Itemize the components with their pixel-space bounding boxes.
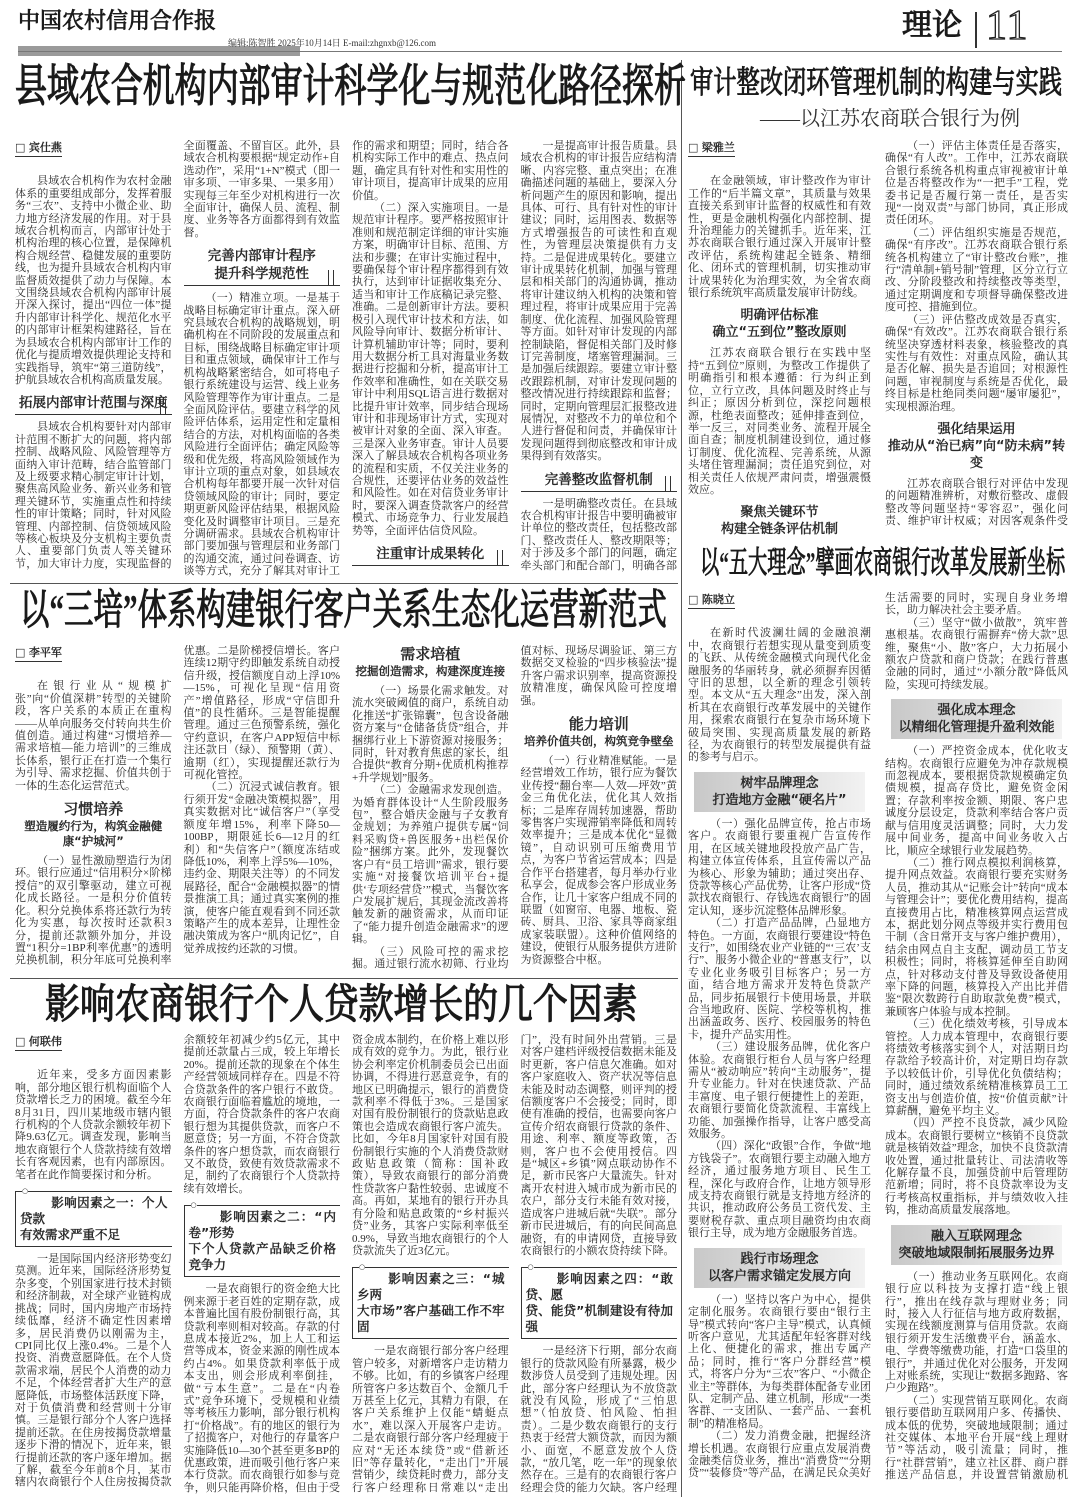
paragraph: （二）打造产品品牌，凸显地方特色。一方面，农商银行要建设“特色支行”，如围绕农业产业链的“‘三农’支行”、服务小微企业的“普惠支行”，以专业化业务吸引目标客户；另一方面，结合地方需求开发特色贷款产品，同步拓展银行卡使用场景，并联合当地政府、医院、学校等机构，推出涵盖政务、医疗、校园服务的特色卡，提升产品实用性。 xyxy=(688,917,871,1041)
section-heading xyxy=(891,1225,1062,1265)
paragraph: （二）金融需求发现创造。为婚育群体设计“人生阶段服务包”，整合婚庆金融与子女教育金规划；为养殖户提供专属“饲料采购贷+兽医服务+出栏保价险”捆绑方案。此外，发现餐饮客户有“员工培训”需求，银行要实施“对接餐饮培训平台+提供‘专项经营贷’”模式，当餐饮客户发展扩规后，其现金流改善将触发新的融资需求，从而印证了“能力提升创造金融需求”的逻辑。 xyxy=(352,784,509,946)
paragraph: （二）沉浸式诚信教育。银行须开发“金融决策模拟器”，用真实数据对比“诚信客户”（享受额度年增15%，利率下降50—100BP，期限延长6—12月的红利）和“失信客户”（额度冻结或降低10%，利率上浮5%—10%，违约金、期限关注等）的不同发展路径，配合“金融模拟器”的情景推演工具；通过真实案例的推演，使客户能直观看到不同还款策略产生的成本差异，让理性金融决策成为客户“肌肉记忆”，自觉养成按约还款的习惯。 xyxy=(183,781,340,955)
heading-line: 贷、能贷”机制建设有待加强 xyxy=(525,1303,673,1335)
newspaper-name: 中国农村信用合作报 xyxy=(18,8,217,33)
section-name: 理论 xyxy=(902,9,962,42)
article-body-county-audit xyxy=(15,140,677,578)
paragraph: （一）强化品牌宣传，抢占市场客户。农商银行要重视广告宣传作用，在区域关键地段投放产品广告，构建立体宣传体系，且宣传需以产品为核心、形象为辅助；通过突出存、贷款等核心产品优势，让客户形成“贷款找农商银行、存钱选农商银行”的固定认知，逐步沉淀整体品牌形象。 xyxy=(688,817,871,917)
heading-line: 塑造履约行为，构筑金融健康“护城河” xyxy=(24,819,163,849)
heading-line: 能力培训 xyxy=(568,715,629,734)
section-heading xyxy=(688,504,871,538)
heading-line: 完善内部审计程序 xyxy=(207,248,316,265)
heading-line: 培养价值共创，构筑竞争壁垒 xyxy=(524,734,674,749)
paragraph: （一）严控资金成本，优化收支结构。农商银行应避免为冲存款规模而忽视成本，要根据贷款规模确定负债规模，提高存贷比，避免资金闲置；存款利率按金额、期限、客户忠诚度分层设定，贷款利率结合客户贡献与信用度灵活调整；同时，大力发展中间业务，提高中间业务收入占比，顺应全球银行业发展趋势。 xyxy=(885,745,1068,857)
article-divider xyxy=(10,978,678,979)
heading-line: 确立“五到位”整改原则 xyxy=(712,325,847,341)
paragraph: （二）发力消费金融，把握经济增长机遇。农商银行应重点发展消费金融类信贷业务，推出“消费贷”“分期贷”“装修贷”等产品，在满足民众美好生活需要的同时，实现自身业务增长，助力解决社会主要矛盾。 xyxy=(688,592,1068,1480)
paragraph: （二）实现营销互联网化。农商银行要借助互联网用户多、传播快、成本低的优势，突破地域限制；通过社交媒体、本地平台开展“线上理财节”等活动，吸引流量；同时，推行“社群营销”，建立社区群、商户群推送产品信息，并设置营销激励机 xyxy=(885,1394,1068,1482)
heading-line: 构建全链条评估机制 xyxy=(720,522,838,538)
headline-three-cultivation: 以“三培”体系构建银行客户关系生态化运营新范式 xyxy=(20,588,667,634)
paragraph: （三）建设服务品牌，优化客户体验。农商银行柜台人员与客户经理需从“被动响应”转向“主动服务”，提升专业能力。针对在快速贷款、产品丰富度、电子银行便捷性上的差距，农商银行要简化贷款流程、丰富线上功能、加强操作指导，让客户感受高效服务。 xyxy=(688,1041,871,1141)
section-heading xyxy=(688,307,871,341)
author-byline: □ 陈晓立 xyxy=(688,594,735,609)
editor-date-email: 编辑:陈智胜 2025年10月14日 E-mail:zhgnxb@126.com xyxy=(228,38,437,48)
column-divider xyxy=(681,60,682,1497)
heading-line: 提升科学规范性 xyxy=(214,266,309,283)
heading-line: 下个人贷款产品缺乏价格竞争力 xyxy=(188,1241,336,1273)
headline-audit-rectification: 审计整改闭环管理机制的构建与实践 xyxy=(690,65,1062,100)
section-heading xyxy=(15,1191,172,1247)
page-number: 11 xyxy=(986,3,1029,49)
section-heading xyxy=(885,421,1068,472)
article-body-personal-loans xyxy=(15,1034,677,1495)
paragraph: 在新时代波澜壮阔的金融浪潮中，农商银行若想实现从量变到质变的飞跃、从传统金融模式向现代化金融服务的华丽转身，就必须摒弃因循守旧的思想，以全新的理念引领转型。本文从“五大理念”出发，深入剖析其在农商银行改革发展中的关键作用，探索农商银行在复杂市场环境下破局突围、实现高质量发展的新路径，为农商银行的转型发展提供有益的参考与启示。 xyxy=(688,627,871,764)
paragraph: 一是国际国内经济形势变幻莫测。近年来，国际经济形势复杂多变，个别国家进行技术封锁和经济制裁，对全球产业链构成挑战；同时，国内房地产市场持续低靡，经济不确定性因素增多，居民消费仍以刚需为主，CPI同比仅上涨0.4%。二是个人投资、消费意愿降低。在个人贷款需求端，居民个人消费的动力不足，个体经营者扩大生产的意愿降低，市场整体活跃度下降，对于负债消费和经营则十分审慎。三是银行部分个人客户选择提前还款。在住房按揭贷款增量逐步下滑的情况下，近年来，银行提前还款的客户逐年增加。据了解，截至今年前8个月，某市辖内农商银行个人住房按揭贷款余额较年初减少约5亿元，其中提前还款量占三成，较上年增长20%。提前还款的现象在个体生产经营领域同样存在。四是不符合贷款条件的客户银行不敢贷。农商银行面临着尴尬的境地，一方面，符合贷款条件的客户农商银行想为其提供贷款，而客户不愿意贷；另一方面，不符合贷款条件的客户想贷款，而农商银行又不敢贷，致使有效贷款需求不足，制约了农商银行个人贷款持续有效增长。 xyxy=(15,1034,340,1489)
paragraph: （三）评估整改成效是否真实，确保“有效改”。江苏农商联合银行系统坚决穿透材料表象，核验整改的真实性与有效性：对重点风险，确认其是否化解、损失是否追回；对根源性问题，审视制度与系统是否优化，最终目标是杜绝同类问题“屡审屡犯”，实现根源治理。 xyxy=(885,313,1068,413)
paragraph: 一是明确整改责任。在县域农合机构审计报告中要明确被审计单位的整改责任，包括整改部门、整改责任人、整改期限等；对于涉及多个部门的问题，确定牵头部门和配合部门，明确各部 xyxy=(520,497,677,572)
article-body-audit-rectification xyxy=(688,140,1068,542)
section-heading xyxy=(521,1267,678,1339)
heading-line: 习惯培养 xyxy=(63,800,124,819)
heading-line: 聚焦关键环节 xyxy=(740,505,819,521)
heading-line: 强化成本理念 xyxy=(937,703,1016,719)
section-heading xyxy=(521,715,678,749)
section-heading: 拓展内部审计范围与深度 xyxy=(15,394,172,415)
paragraph: （三）优化绩效考核，引导成本管控。人力成本管理中，农商银行要将绩效考核落实到个人，对活期日均存款给予较高计价，对定期日均存款予以较低计价，引导优化负债结构；同时，通过绩效系统精准核算员工工资支出与创造价值，按“价值贡献”计算薪酬，避免平均主义。 xyxy=(885,1018,1068,1118)
heading-line: 践行市场理念 xyxy=(740,1251,819,1267)
section-heading xyxy=(694,772,865,812)
heading-line: 以精细化管理提升盈利效能 xyxy=(898,720,1055,736)
byline-wrap xyxy=(15,645,172,680)
paragraph: （一）推动业务互联网化。农商银行应以科技为支撑打造“线上银行”，推出在线存款与理财业务；同时，接入人行征信与地方政府数据，实现在线额度测算与信用贷款。农商银行须开发生活缴费平台，涵盖水、电、学费等缴费功能，打造“口袋里的银行”，并通过优化对公服务，开发网上对账系统，实现让“数据多跑路、客户少跑路”。 xyxy=(885,1270,1068,1395)
paragraph: （一）精准立项。一是基于战略目标确定审计重点。深入研究县域农合机构的战略规划，明确机构在不同阶段的发展重点和目标，围绕战略目标确定审计项目和重点领域，确保审计工作与机构战略紧密结合，如可将电子银行系统建设与运营、线上业务风险管理等作为审计重点。二是全面风险评估。要建立科学的风险评估体系，运用定性和定量相结合的方法，对机构面临的各类风险进行全面评估；确定风险等级和优先级，将高风险领域作为审计立项的重点对象，如县域农合机构每年都要开展一次针对信贷领域风险的审计；同时，要定期更新风险评估结果，根据风险变化及时调整审计项目。三是充分调研需求。县域农合机构审计部门要加强与管理层和业务部门的沟通交流，通过问卷调查、访谈等方式，充分了解其对审计工作的需求和期望；同时，结合各机构实际工作中的难点、热点问题，确定具有针对性和实用性的审计项目，提高审计成果的应用价值。 xyxy=(183,140,509,578)
paragraph: （二）评估组织实施是否规范，确保“有序改”。江苏农商联合银行系统各机构建立了“审计整改台账”，推行“清单制+销号制”管理，区分立行立改、分阶段整改和持续整改等类型，通过定期调度和专项督导确保整改进度可控、措施到位。 xyxy=(885,226,1068,314)
article-body-three-cultivation xyxy=(15,645,677,975)
paragraph: 一是农商银行部分客户经理管户较多，对新增客户走访精力不够。比如，有的乡镇客户经理所管客户多达数百个、金额几千万甚至上亿元，其精力有限，在客户关系维护上仅能“蜻蜓点水”，难以深入开展客户走访。二是农商银行部分客户经理疲于应对“无还本续贷”或“借新还旧”等存量转化，“走出门”开展营销少，续贷耗时费力，部分支行客户经理称日常难以“走出门”，没有时间外出营销。三是对客户建档评级授信数据未能及时更新，客户信息欠准确。如对客户家庭收入、资产状况等信息未能及时动态调整，则评判的授信额度客户不会接受；同时，即使有准确的授信，也需要向客户宣传介绍农商银行贷款的条件、用途、利率、额度等政策，否则，客户也不会使用授信。四是“城区+乡镇”网点联动协作不足，新市民客户大量流失。针对离开农村进入城市成为新市民的农户，部分支行未能有效对接，造成客户进城后就“失联”。部分新市民进城后，有的向民间高息融资，有的申请网贷，直接导致农商银行的小额农贷持续下降。 xyxy=(352,1034,677,1494)
masthead-rule xyxy=(18,51,1062,52)
author-byline: □ 梁雅兰 xyxy=(688,142,735,157)
paragraph: 在金融领域，审计整改作为审计工作的“后半篇文章”，其质量与效果直接关系到审计监督的权威性和有效性，更是金融机构强化内部控制、提升治理能力的关键抓手。近年来，江苏农商联合银行通过深入开展审计整改评估，系统构建起全链条、精细化、闭环式的管理机制，切实推动审计成果转化为治理实效，为全省农商银行系统筑牢高质量发展审计防线。 xyxy=(688,175,871,300)
paragraph: （三）坚守“做小做散”，筑牢普惠根基。农商银行需摒弃“傍大款”思维，聚焦“小、散”客户，大力拓展小额农户贷款和商户贷款；在践行普惠金融的同时，通过“小额分散”降低风险，实现可持续发展。 xyxy=(885,616,1068,691)
section-heading xyxy=(352,645,509,679)
paragraph: （三）风险可控的需求挖掘。通过银行流水初筛、行业均值对标、现场尽调验证、第三方数据交叉检验的“四步核验法”提升客户需求识别率，提高资源投放精准度，确保风险可控度增强。 xyxy=(352,645,677,970)
paragraph: 县域农合机构作为农村金融体系的重要组成部分，发挥着服务“三农”、支持中小微企业、助力地方经济发展的作用。对于县域农合机构而言，内部审计处于机构治理的核心位置，是保障机构合规经营、稳健发展的重要防线，也为提升县域农合机构内审监督质效提供了动力与保障。本文围绕县域农合机构内部审计展开深入探讨，提出“四位一体”提升内部审计科学化、规范化水平的内部审计框架构建路径，旨在为县域农合机构内部审计工作的优化与提质增效提供理论支持和实践指导，筑牢“第三道防线”，护航县域农合机构高质量发展。 xyxy=(15,175,172,386)
heading-line: 树牢品牌理念 xyxy=(740,775,819,791)
paragraph: （一）显性激励塑造行为闭环。银行应通过“信用积分×阶梯授信”的双引擎驱动，建立可视化成长路径。一是积分价值转化。积分兑换体系将还款行为转化为实惠，每次按时还款积3分，提前还款额外加分，并设置“1积分=1BP利率优惠”的透明兑换机制，积分年底可兑换利率优惠。二是阶梯授信增长。客户连续12期守约即触发系统自动授信升级，授信额度自动上浮10%—15%，可视化呈现“信用资产”增值路径，形成“守信即升值”的良性循环。三是智能提醒管理。通过三色预警系统，强化守约意识，在客户APP短信中标注还款日（绿）、预警期（黄）、逾期（红），实现提醒还款行为可视化管控。 xyxy=(15,645,340,967)
heading-line: 推动从“治已病”向“防未病”转变 xyxy=(887,438,1066,471)
headline-county-audit: 县域农合机构内部审计科学化与规范化路径探析 xyxy=(15,61,686,111)
paragraph: 一是提高审计报告质量。县域农合机构的审计报告应结构清晰、内容完整、重点突出；在准确描述问题的基础上，要深入分析问题产生的原因和影响，提出具体、可行、具有针对性的审计建议；同时，运用图表、数据等方式增强报告的可读性和直观性，为管理层决策提供有力支持。二是促进成果转化。要建立审计成果转化机制，加强与管理层和相关部门的沟通协调，推动将审计建议纳入机构的决策和管理过程，将审计成果应用于完善制度、优化流程、加强风险管理等方面。如针对审计发现的内部控制缺陷，督促相关部门及时修订完善制度，堵塞管理漏洞。三是加强后续跟踪。要建立审计整改跟踪机制，对审计发现问题的整改情况进行持续跟踪和监督；同时，定期向管理层汇报整改进展情况，对整改不力的单位和个人进行督促和问责，并确保审计发现问题得到彻底整改和审计成果得到有效落实。 xyxy=(520,140,677,463)
paragraph: （二）深入实施项目。一是规范审计程序。要严格按照审计准则和规范制定详细的审计实施方案，明确审计目标、范围、方法和步骤；在审计实施过程中，要确保每个审计程序都得到有效执行，达到审计证据收集充分、适当和审计工作底稿记录完整、准确。二是创新审计方法。要积极引入现代审计技术和方法，如风险导向审计、数据分析审计、计算机辅助审计等；同时，要利用大数据分析工具对海量业务数据进行挖掘和分析，提高审计工作效率和准确性，如在关联交易审计中利用SQL语言进行数据对比提升审计效率，同步结合现场审计和非现场审计方式，实现对被审计对象的全面、深入审查。三是深入业务审查。审计人员要深入了解县域农合机构各项业务的流程和实质，不仅关注业务的合规性，还要评估业务的效益性和风险性。如在对信贷业务审计时，要深入调查贷款客户的经营模式、市场竞争力、行业发展趋势等，全面评估信贷风险。 xyxy=(352,202,509,537)
section-heading xyxy=(352,1267,509,1339)
heading-line: 挖掘创造需求，构建深度连接 xyxy=(355,664,505,678)
heading-line: 强化结果运用 xyxy=(937,421,1016,437)
section-heading: 完善整改监督机制 xyxy=(521,471,678,492)
section-heading xyxy=(15,800,172,849)
author-byline: □ 何联伟 xyxy=(15,1036,62,1051)
paragraph: 一是农商银行的资金绝大比例来源于老百姓的定期存款，成本普遍比国有股份制银行高，其贷款利率则相对较高。存款的付息成本接近2%，加上人工和运营等成本，资金来源的刚性成本约占4%。如果贷款利率低于成本支出，则会形成利率倒挂，做“亏本生意”。二是在“内卷式”竞争环境下，受规模和业绩等考核压力影响，部分银行机构打“价格战”。有的地区的银行为了招揽客户，对他行的存量客户实施降低10—30个甚至更多BP的优惠政策，进而吸引他行客户来本行贷款。而农商银行如参与竞争，则只能再降价格，但由于受资金成本制约，在价格上难以形成有效的竞争力。为此，银行业协会利率定价机制委员会已出面协调，不得进行恶意竞争，有的地区已明确提示，银行的消费贷款利率不得低于3%。三是国家对国有股份制银行的贷款贴息政策也会造成农商银行客户流失。比如，今年8月国家针对国有股份制银行实施的个人消费贷款财政贴息政策（简称：国补政策），导致农商银行的部分消费性贷款客户黏性较弱、忠诚度不高。再如，某地有的银行开办具有分险和贴息政策的“乡村振兴贷”业务，其客户实际利率低至0.9%，导致当地农商银行的个人贷款流失了近3亿元。 xyxy=(183,1034,509,1494)
heading-line: ○ 影响因素之四：“敢贷、愿 xyxy=(525,1271,673,1303)
section-divider xyxy=(975,12,977,48)
section-heading xyxy=(694,1248,865,1288)
article-body-five-concepts xyxy=(688,592,1068,1495)
headline-five-concepts: 以“五大理念”擘画农商银行改革发展新坐标 xyxy=(700,545,1066,580)
article-divider xyxy=(10,583,678,584)
paragraph: 近年来，受多方面因素影响，部分地区银行机构面临个人贷款增长乏力的困境。截至今年8月31日，四川某地级市辖内银行机构的个人贷款余额较年初下降9.63亿元。调查发现，影响当地农商银行个人贷款持续有效增长有客观因素，也有内部原因。笔者在此作简要探讨和分析。 xyxy=(15,1069,172,1181)
paragraph: 江苏农商联合银行在实践中坚持“五到位”原则，为整改工作提供了明确指引和根本遵循：行为纠正到位，立行立改，具体问题及时终止与纠正；原因分析到位，深挖问题根源，杜绝表面整改；延伸排查到位，举一反三，对同类业务、流程开展全面自查；制度机制建设到位，通过修订制度、优化流程、完善系统，从源头堵住管理漏洞；责任追究到位，对相关责任人依规严肃问责，增强震慑效应。 xyxy=(688,347,871,496)
section-heading xyxy=(891,699,1062,739)
paragraph: （一）场景化需求触发。对流水突破阈值的商户，系统自动化推送“扩张锦囊”，包含设备融资方案与“仓储备货贷”组合，并捆绑行业上下游资源对接服务；同时，针对教育焦虑的家长，组合提供“教育分期+优质机构推荐+升学规划”服务。 xyxy=(352,685,509,784)
heading-line: ○ 影响因素之一：个人贷款 xyxy=(20,1195,168,1227)
heading-line: 打造地方金融“硬名片” xyxy=(712,792,847,808)
author-byline: □ 宾仕燕 xyxy=(15,142,62,157)
paragraph: （一）评估主体责任是否落实，确保“有人改”。工作中，江苏农商联合银行系统各机构重点审视被审计单位是否将整改作为“一把手”工程，党委书记是否履行第一责任，是否实现“一岗双责”与部门协同，真正形成责任闭环。 xyxy=(885,140,1068,227)
paragraph: （一）行业精准赋能。一是经营增效工作坊，银行应为餐饮业传授“翻台率—人效—坪效”黄金三角优化法，优化其人效指标；二是库存周转加速器，帮助零售客户实现滞销率降低和周转效率提升；三是成本优化“显微镜”，自动识别可压缩费用节点，为客户节省运营成本；四是合作平台搭建者，每月举办行业私享会，促成参会客户形成业务合作，让几十家客户组成不同的联盟（如窗帘、电器、地板、瓷砖、厨具、卫浴、家具等商家组成家装联盟）。这种价值网络的建设，使银行从服务提供方进阶为资源整合中枢。 xyxy=(520,755,677,966)
paragraph: 江苏农商联合银行对评估中发现的问题精准辨析，对敷衍整改、虚假整改等问题坚持“零容忍”，强化问责、维护审计权威；对因客观条件受 xyxy=(885,477,1068,528)
heading-line: ○ 影响因素之二：“内卷”形势 xyxy=(188,1209,336,1241)
paragraph: 在银行业从“规模扩张”向“价值深耕”转型的关键阶段，客户关系的本质正在重构——从单向服务交付转向共生价值创造。通过构建“习惯培养—需求培植—能力培训”的三维成长体系，银行正在打造一个集行为引导、需求挖掘、价值共创于一体的生态化运营范式。 xyxy=(15,680,172,792)
byline-wrap xyxy=(688,140,871,175)
paragraph: （二）推行网点模拟利润核算，提升网点效益。农商银行要充实财务人员，推动其从“记账会计”转向“成本与管理会计”；要优化费用结构，提高直接费用占比，精准核算网点运营成本，据此划分网点等级并实行费用包干制（含日常开支与客户维护费用），结余由网点自主支配，调动员工节支积极性；同时，将核算延伸至自助网点，针对移动支付普及导致设备使用率下降的问题，核算投入产出比并借鉴“限次数跨行自助取款免费”模式，兼顾客户体验与成本控制。 xyxy=(885,856,1068,1018)
heading-line: 突破地域限制拓展服务边界 xyxy=(898,1245,1055,1261)
heading-line: 需求培植 xyxy=(400,645,461,663)
paragraph: （四）深化“政银”合作，争做“地方钱袋子”。农商银行要主动融入地方经济，通过服务地方项目、民生工程，深化与政府合作，让地方领导形成支持农商银行就是支持地方经济的共识，推动政府公务员工资代发、主要财税存款、重点项目融资均由农商银行主导，成为地方金融服务首选。 xyxy=(688,1140,871,1240)
heading-line: 明确评估标准 xyxy=(740,308,819,324)
paragraph: （一）坚持以客户为中心，提供定制化服务。农商银行要由“银行主导”模式转向“客户主导”模式，认真倾听客户意见，尤其适配年轻客群对线上化、便捷化的需求，推出专属产品；同时，推行“客户分群经营”模式，将客户分为“三农”客户、“小微企业主”等群体，为每类群体配备专业团队、定制产品、建立机制，形成“一类客群、一支团队、一套产品、一套机制”的精准格局。 xyxy=(688,1293,871,1430)
section-heading: 注重审计成果转化 xyxy=(352,545,509,566)
heading-line: ○ 影响因素之三：“城乡两 xyxy=(357,1271,505,1303)
heading-line: 有效需求严重不足 xyxy=(20,1227,121,1243)
section-heading xyxy=(184,247,341,286)
paragraph: 县域农合机构要针对内部审计范围不断扩大的问题，将内部控制、战略风险、风险管理等方面纳入审计范畴，结合监管部门及上级要求精心制定审计计划，聚焦高风险业务、新兴业务和管理关键环节，实施重点性和持续性的审计策略；同时，针对风险管理、内部控制、信贷领域风险等核心板块及分支机构主要负责人、重要部门负责人等关键环节，加大审计力度，实现监督的全面覆盖、不留盲区。此外，县域农合机构要根据“规定动作+自选动作”，采用“1+N”模式（即一审多项、一审多果、一果多用）实现每三年至少对机构进行一次全面审计，确保人员、流程、制度、业务等各方面都得到有效监督。 xyxy=(15,140,340,570)
headline-personal-loans: 影响农商银行个人贷款增长的几个因素 xyxy=(45,981,638,1027)
section-heading xyxy=(184,1205,341,1277)
paragraph: 一是经济下行期，部分农商银行的贷款风险有所暴露，极少数涉贷人员受到了违规处理。因此，部分客户经理认为不放贷款就没有风险，形成了“三怕思想”（怕放贷、怕风险、怕担责）。二是少数农商银行的支行热衷于经营大额贷款，而因为额小、面宽，不愿意发放个人贷款，“放几笔，吃一年”的现象依然存在。三是有的农商银行客户经理会贷的能力欠缺。客户经理 xyxy=(520,1345,677,1494)
byline-wrap xyxy=(688,592,871,627)
heading-line: 以客户需求锚定发展方向 xyxy=(707,1268,851,1284)
paragraph: （四）严控不良贷款，减少风险成本。农商银行要树立“核销不良贷款就是核销效益”理念，加快不良贷款清收处置，通过批量转让、司法清收等化解存量不良，加强贷前中后管理防范新增；同时，将不良贷款率设为支行考核高权重指标，并与绩效收入挂钩，推动高质量发展落地。 xyxy=(885,1117,1068,1217)
byline-wrap xyxy=(15,140,172,175)
author-byline: □ 李平军 xyxy=(15,647,62,662)
heading-line: 大市场”客户基础工作不牢固 xyxy=(357,1303,505,1335)
subtitle-audit-rectification: ——以江苏农商联合银行为例 xyxy=(760,108,1020,130)
byline-wrap xyxy=(15,1034,172,1069)
heading-line: 融入互联网理念 xyxy=(930,1228,1022,1244)
